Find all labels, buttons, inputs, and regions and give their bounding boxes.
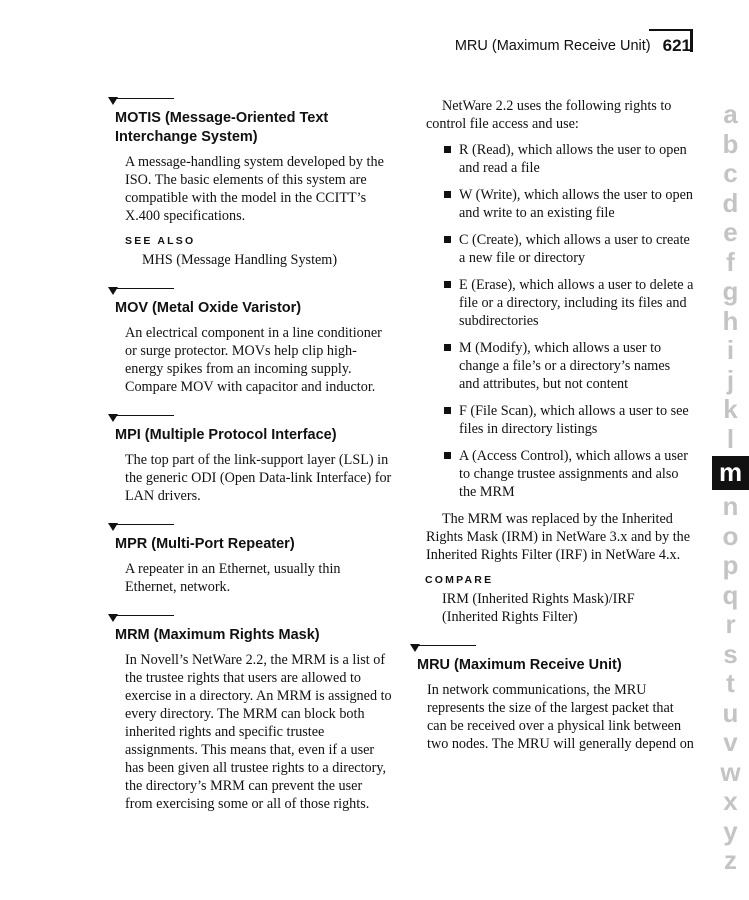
alphabet-letter-p: p	[722, 550, 739, 580]
entry-mpi	[110, 414, 392, 505]
alphabet-letter-k: k	[723, 394, 738, 424]
alphabet-letter-f: f	[726, 246, 735, 277]
entry-mov	[110, 287, 392, 396]
page-number: 621	[662, 36, 691, 55]
alphabet-letter-h: h	[722, 305, 739, 336]
entry-term: MOTIS (Message-Oriented Text Interchange System)	[115, 110, 329, 145]
entry-marker	[108, 614, 392, 624]
entry-mru	[412, 644, 694, 753]
compare-ref: IRM (Inherited Rights Mask)/IRF (Inherited Rights Filter)	[442, 591, 635, 625]
entry-marker	[108, 414, 392, 424]
alphabet-letter-n: n	[722, 491, 739, 521]
entry-marker	[108, 287, 392, 297]
entry-body: In Novell’s NetWare 2.2, the MRM is a list of the trustee rights that users are allowed to exercise in a directory. An MRM is assigned to every directory. The MRM can block both inherited rights and specific trustee assignments. This means that, even if a user has been given all trustee rights to a directory, the directory’s MRM can prevent the user from exercising some or all of those rights.	[125, 652, 392, 812]
entry-motis	[110, 97, 392, 269]
alphabet-letter-l: l	[726, 423, 735, 454]
alphabet-letter-o: o	[722, 520, 739, 551]
entry-body: An electrical component in a line conditioner or surge protector. MOVs help clip high-energy spikes from an incoming supply. Compare MOV with capacitor and inductor.	[125, 325, 382, 395]
bullet-icon	[444, 236, 451, 243]
entry-mpr	[110, 523, 392, 596]
left-column	[110, 97, 392, 831]
entry-mrm	[110, 614, 392, 813]
alphabet-letter-a: a	[723, 99, 738, 129]
entry-body: A repeater in an Ethernet, usually thin Ethernet, network.	[125, 561, 341, 595]
alphabet-index	[712, 100, 749, 876]
rights-item-text: A (Access Control), which allows a user to change trustee assignments and also the MRM	[459, 448, 688, 500]
rights-item-text: F (File Scan), which allows a user to see files in directory listings	[459, 403, 689, 437]
bullet-icon	[444, 281, 451, 288]
rights-item	[412, 339, 694, 393]
running-title: MRU (Maximum Receive Unit)	[454, 38, 651, 54]
bullet-icon	[444, 452, 451, 459]
bullet-icon	[444, 146, 451, 153]
entry-term: MOV (Metal Oxide Varistor)	[115, 300, 302, 316]
see-also-ref: MHS (Message Handling System)	[142, 252, 338, 268]
rights-item	[412, 141, 694, 177]
rights-item-text: C (Create), which allows a user to create a new file or directory	[459, 232, 690, 266]
alphabet-letter-z: z	[724, 845, 737, 875]
entry-term: MPI (Multiple Protocol Interface)	[115, 427, 337, 443]
rights-item	[412, 276, 694, 330]
entry-marker	[410, 644, 694, 654]
rights-item	[412, 186, 694, 222]
rights-item	[412, 402, 694, 438]
alphabet-letter-x: x	[723, 786, 738, 816]
alphabet-letter-t: t	[726, 668, 735, 698]
compare-label: COMPARE	[425, 574, 494, 586]
entry-marker	[108, 523, 392, 533]
bullet-icon	[444, 407, 451, 414]
entry-term: MRM (Maximum Rights Mask)	[115, 627, 320, 643]
entry-body: In network communications, the MRU represents the size of the largest packet that can be received over a physical link between two nodes. The MRU will generally depend on	[427, 682, 694, 752]
rights-item-text: M (Modify), which allows a user to change a file’s or a directory’s names and attributes, but not content	[459, 340, 671, 392]
bullet-icon	[444, 344, 451, 351]
rights-item	[412, 447, 694, 501]
entry-marker	[108, 97, 392, 107]
alphabet-letter-u: u	[722, 697, 739, 728]
bullet-icon	[444, 191, 451, 198]
alphabet-letter-w: w	[720, 756, 741, 787]
rights-intro: NetWare 2.2 uses the following rights to control file access and use:	[426, 98, 672, 132]
entry-body: A message-handling system developed by the ISO. The basic elements of this system are compatible with the model in the CCITT’s X.400 specifications.	[125, 154, 384, 224]
rights-item-text: R (Read), which allows the user to open and read a file	[459, 142, 687, 176]
rights-item-text: E (Erase), which allows a user to delete a file or a directory, including its files and subdirectories	[459, 277, 694, 329]
alphabet-letter-b: b	[722, 128, 739, 159]
entry-term: MRU (Maximum Receive Unit)	[417, 657, 622, 673]
mrm-replaced-paragraph: The MRM was replaced by the Inherited Rights Mask (IRM) in NetWare 3.x and by the Inherited Rights Filter (IRF) in NetWare 4.x.	[426, 511, 691, 563]
alphabet-letter-v: v	[723, 727, 738, 757]
alphabet-letter-s: s	[723, 638, 738, 669]
see-also-label: SEE ALSO	[125, 235, 196, 247]
alphabet-letter-d: d	[722, 187, 739, 218]
entry-term: MPR (Multi-Port Repeater)	[115, 536, 295, 552]
alphabet-letter-r: r	[725, 609, 736, 639]
alphabet-letter-q: q	[722, 579, 739, 610]
alphabet-letter-y: y	[723, 815, 738, 846]
alphabet-letter-j: j	[726, 364, 735, 395]
page-header	[455, 30, 691, 58]
alphabet-letter-m: m	[712, 456, 749, 490]
alphabet-letter-c: c	[723, 158, 738, 188]
alphabet-letter-i: i	[726, 335, 735, 365]
alphabet-letter-g: g	[722, 276, 739, 306]
right-column	[412, 97, 694, 771]
rights-item	[412, 231, 694, 267]
alphabet-letter-e: e	[723, 217, 738, 247]
entry-body: The top part of the link-support layer (LSL) in the generic ODI (Open Data-link Interface) for LAN drivers.	[125, 452, 392, 504]
rights-item-text: W (Write), which allows the user to open and write to an existing file	[459, 187, 693, 221]
rights-list	[412, 141, 694, 501]
